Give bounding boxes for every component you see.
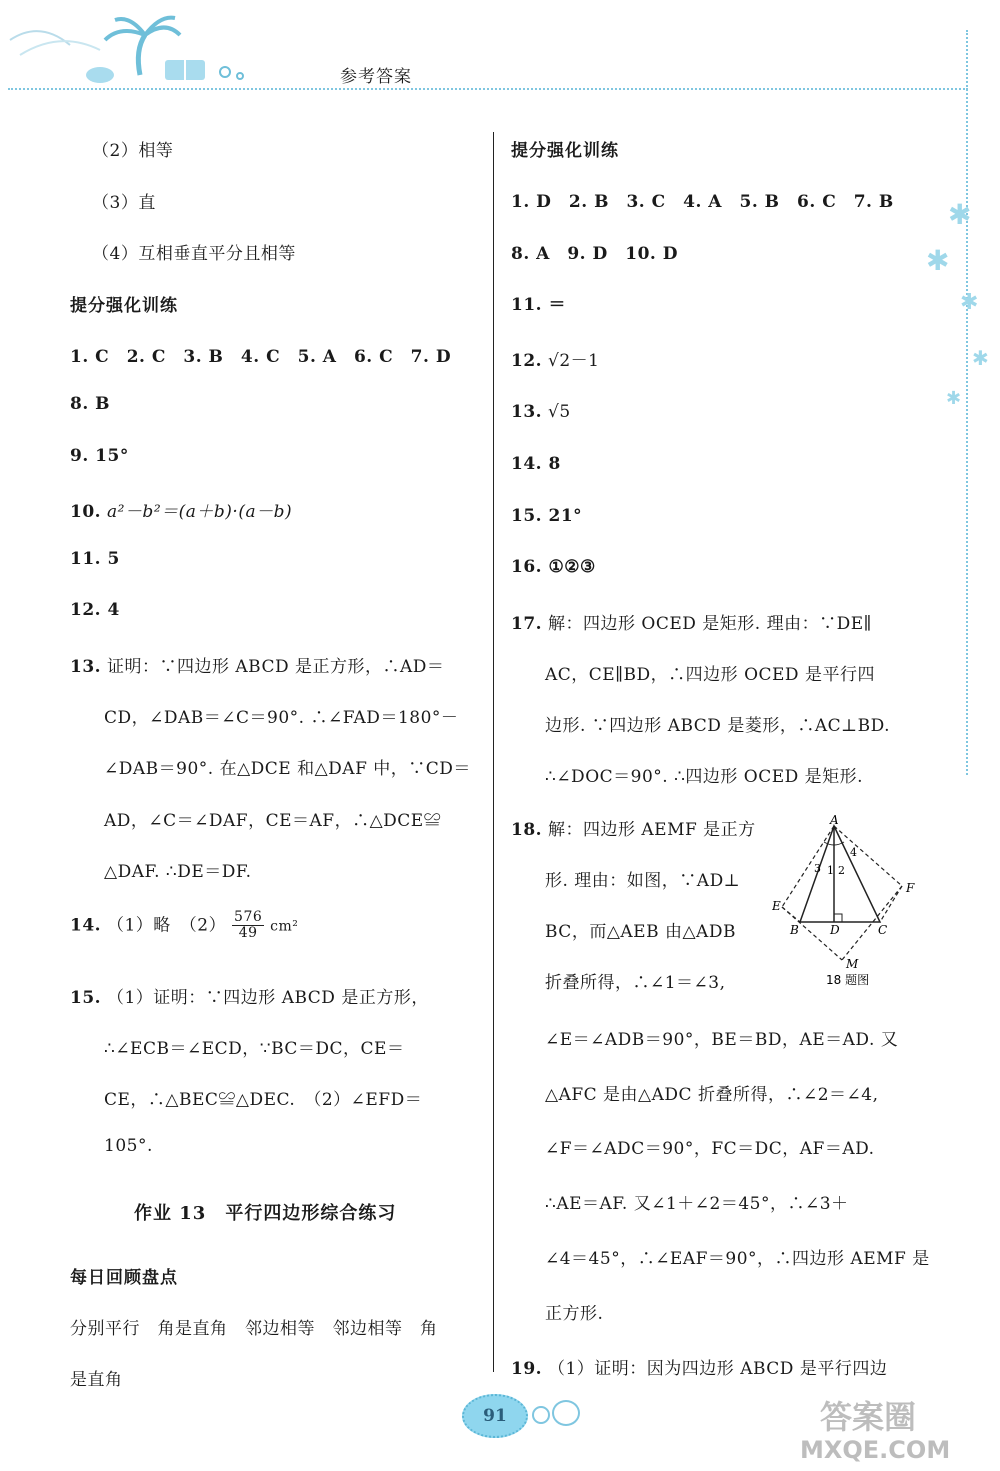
- proof-text: 105°.: [104, 1136, 153, 1156]
- proof-text: （1）证明：∵四边形 ABCD 是正方形，: [106, 988, 429, 1008]
- multiple-choice-answers: 8. A 9. D 10. D: [511, 244, 678, 264]
- segment-af: [834, 826, 902, 886]
- star-icon: ✱: [946, 388, 962, 409]
- label-m: M: [846, 957, 859, 971]
- proof-text: ∴AE＝AF. 又∠1＋∠2＝45°，∴∠3＋: [545, 1194, 849, 1214]
- proof-text: 证明：∵四边形 ABCD 是正方形，∴AD＝: [106, 657, 445, 677]
- answer-line: [70, 983, 429, 1008]
- answer-text: √2－1: [547, 351, 600, 371]
- section-title: 每日回顾盘点: [70, 1268, 178, 1288]
- answer-line: [511, 609, 872, 634]
- label-c: C: [878, 923, 888, 937]
- right-margin-line: [966, 30, 968, 775]
- question-number: 17.: [511, 614, 543, 634]
- answer-line: 15. 21°: [511, 506, 583, 526]
- star-icon: ✱: [972, 346, 989, 370]
- bubble-icon: [532, 1406, 550, 1424]
- formula: a²－b²＝(a＋b)·(a－b): [106, 502, 293, 522]
- answer-line: 9. 15°: [70, 446, 129, 466]
- answer-line: 分别平行 角是直角 邻边相等 邻边相等 角: [70, 1319, 438, 1339]
- label-angle-2: 2: [838, 864, 845, 877]
- proof-text: △DAF. ∴DE＝DF.: [104, 862, 252, 882]
- multiple-choice-answers: 1. C 2. C 3. B 4. C 5. A 6. C 7. D: [70, 347, 452, 367]
- answer-line: （4）互相垂直平分且相等: [92, 244, 296, 264]
- question-number: 13.: [511, 402, 543, 422]
- answer-line: [511, 1354, 887, 1379]
- answer-line: （3）直: [92, 193, 156, 213]
- answer-line: 14. 8: [511, 454, 561, 474]
- star-icon: ✱: [948, 198, 972, 231]
- unit: cm²: [270, 918, 299, 935]
- watermark: 答案圈: [820, 1398, 917, 1436]
- column-divider: [493, 132, 494, 1372]
- label-f: F: [906, 881, 915, 895]
- question-number: 19.: [511, 1359, 543, 1379]
- answer-text: （1）略 （2）: [106, 915, 227, 936]
- palm-tree-decoration-icon: [0, 0, 260, 95]
- answer-line: （2）相等: [92, 141, 174, 161]
- segment-fm: [842, 886, 902, 960]
- proof-text: ∠DAB＝90°. 在△DCE 和△DAF 中，∵CD＝: [104, 759, 471, 779]
- segment-fc: [880, 886, 902, 922]
- proof-text: ∴∠ECB＝∠ECD，∵BC＝DC，CE＝: [104, 1039, 405, 1059]
- watermark-url: MXQE.COM: [800, 1436, 951, 1464]
- homework-title: 作业 13 平行四边形综合练习: [134, 1203, 397, 1224]
- answer-line: [511, 815, 756, 840]
- section-title: 提分强化训练: [511, 141, 619, 161]
- figure-caption: 18 题图: [826, 973, 870, 987]
- figure-18: [772, 812, 922, 987]
- proof-text: ∴∠DOC＝90°. ∴四边形 OCED 是矩形.: [545, 767, 864, 787]
- proof-text: 解：四边形 AEMF 是正方: [547, 820, 756, 840]
- label-angle-4: 4: [850, 846, 857, 859]
- proof-text: 折叠所得，∴∠1＝∠3,: [545, 973, 726, 993]
- answer-line: 11. 5: [70, 549, 120, 569]
- star-icon: ✱: [960, 290, 979, 315]
- page-number: 91: [462, 1394, 528, 1438]
- right-angle-mark: [834, 914, 842, 922]
- label-b: B: [790, 923, 799, 937]
- label-angle-1: 1: [827, 864, 834, 877]
- section-title: 提分强化训练: [70, 296, 178, 316]
- proof-text: △AFC 是由△ADC 折叠所得，∴∠2＝∠4,: [545, 1085, 879, 1105]
- question-number: 13.: [70, 657, 102, 677]
- label-angle-3: 3: [814, 862, 821, 875]
- header-divider: [8, 88, 968, 90]
- proof-text: CD，∠DAB＝∠C＝90°. ∴∠FAD＝180°－: [104, 708, 459, 728]
- proof-text: ∠F＝∠ADC＝90°，FC＝DC，AF＝AD.: [545, 1139, 875, 1159]
- proof-text: AD，∠C＝∠DAF，CE＝AF，∴△DCE≌: [104, 811, 442, 831]
- question-number: 18.: [511, 820, 543, 840]
- answer-line: 16. ①②③: [511, 557, 596, 577]
- answer-line: 11. ＝: [511, 295, 566, 315]
- header-title: 参考答案: [340, 67, 412, 87]
- page-number-badge: [462, 1394, 592, 1438]
- proof-text: 解：四边形 OCED 是矩形. 理由：∵DE∥: [547, 614, 872, 634]
- proof-text: 形. 理由：如图，∵AD⊥: [545, 871, 741, 891]
- label-e: E: [772, 899, 781, 913]
- question-number: 10.: [70, 502, 102, 522]
- question-number: 14.: [70, 915, 102, 936]
- multiple-choice-answers: 1. D 2. B 3. C 4. A 5. B 6. C 7. B: [511, 192, 894, 212]
- proof-text: （1）证明：因为四边形 ABCD 是平行四边: [547, 1359, 888, 1379]
- question-number: 15.: [70, 988, 102, 1008]
- proof-text: CE，∴△BEC≌△DEC. （2）∠EFD＝: [104, 1090, 423, 1110]
- answer-line: 12. 4: [70, 600, 120, 620]
- label-a: A: [830, 813, 839, 827]
- answer-line: 8. B: [70, 394, 111, 414]
- answer-line: 是直角: [70, 1370, 123, 1390]
- answer-line: [511, 402, 571, 422]
- proof-text: 边形. ∵四边形 ABCD 是菱形，∴AC⊥BD.: [545, 716, 891, 736]
- label-d: D: [830, 923, 840, 937]
- proof-text: AC，CE∥BD，∴四边形 OCED 是平行四: [545, 665, 875, 685]
- proof-text: ∠E＝∠ADB＝90°，BE＝BD，AE＝AD. 又: [545, 1030, 899, 1050]
- answer-line: [70, 652, 444, 677]
- fraction: $\frac{576}{49}$: [234, 909, 263, 942]
- answer-line: [511, 346, 599, 371]
- answer-line: [70, 910, 298, 942]
- proof-text: BC，而△AEB 由△ADB: [545, 922, 736, 942]
- page-header: [0, 0, 1000, 110]
- proof-text: ∠4＝45°，∴∠EAF＝90°，∴四边形 AEMF 是: [545, 1249, 930, 1269]
- answer-text: √5: [547, 402, 571, 422]
- proof-text: 正方形.: [545, 1304, 604, 1324]
- question-number: 12.: [511, 351, 543, 371]
- bubble-icon: [552, 1400, 580, 1426]
- answer-line: [70, 497, 292, 522]
- star-icon: ✱: [926, 244, 950, 277]
